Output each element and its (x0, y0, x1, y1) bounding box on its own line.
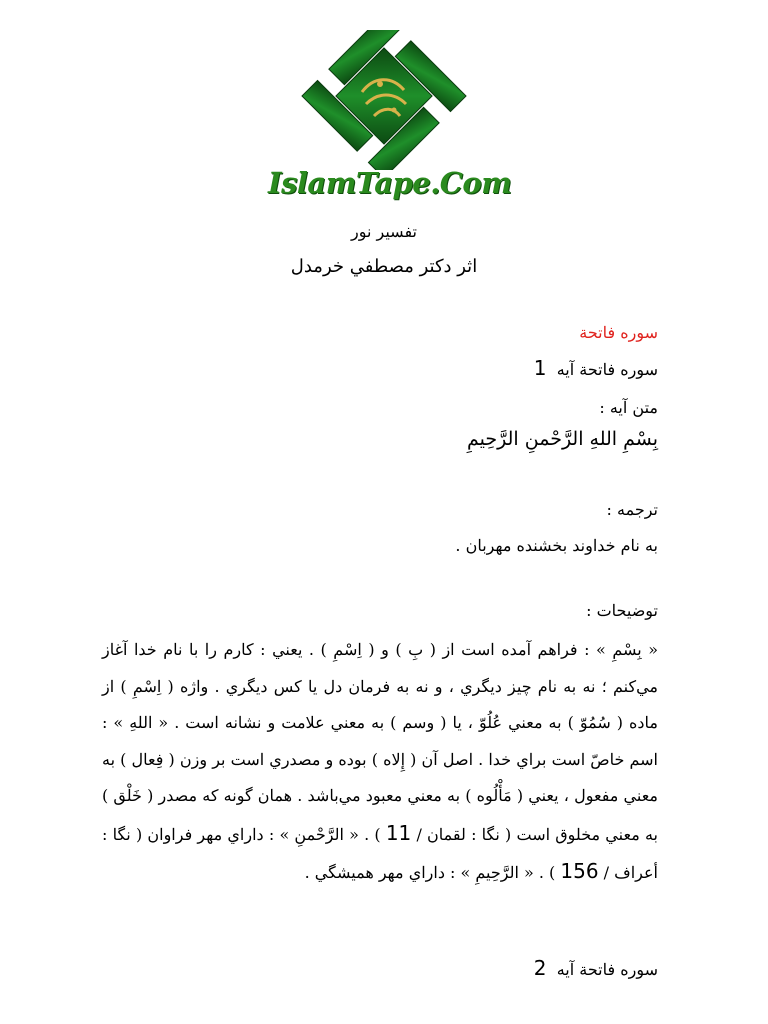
verse-2-heading (108, 956, 658, 980)
notes-number: 156 (560, 859, 599, 883)
islamtape-logo (268, 30, 512, 202)
verse-1-heading (108, 356, 658, 380)
verse-label: سوره فاتحة آيه (556, 960, 658, 979)
verse-arabic-text: بِسْمِ اللهِ الرَّحْمنِ الرَّحِيمِ (467, 428, 658, 450)
notes-number: 11 (385, 820, 412, 845)
verse-text-label: متن آيه : (599, 398, 658, 417)
verse-number: 1 (533, 356, 547, 380)
author-line: اثر دكتر مصطفي خرمدل (290, 256, 478, 277)
book-title: تفسير نور (350, 222, 417, 241)
translation-label: ترجمه : (606, 500, 658, 519)
logo-emblem (268, 30, 500, 170)
notes-segment: « بِسْمِ » : فراهم آمده است از ( بِ ) و ( اِسْمِ ) . يعني : كارم را با نام خدا آغاز مي‌كنم ؛ نه به نام چيز ديگري ، و نه به فرمان دل يا كس ديگري . واژه ( اِسْمِ ) از ماده ( سُمُوّ ) به معني عُلُوّ ، يا ( وسم ) به معني علامت و نشانه است . « اللهِ » : اسم خاصّ است براي خدا . اصل آن ( إِلاه ) بوده و مصدري است بر وزن ( فِعال ) به معني مفعول ، يعني ( مَأْلُوه ) به معني معبود مي‌باشد . همان گونه كه مصدر ( خَلْق ) به معني مخلوق است ( نگا : لقمان / (102, 640, 658, 844)
notes-segment: ) . « الرَّحْمنِ » : داراي مهر فراوان ( نگا : أعراف / (102, 824, 658, 882)
surah-heading: سوره فاتحة (579, 323, 658, 342)
verse-number: 2 (533, 956, 547, 980)
notes-segment: ) . « الرَّحِيمِ » : داراي مهر هميشگي . (304, 863, 561, 882)
verse-label: سوره فاتحة آيه (556, 360, 658, 379)
notes-label: توضيحات : (586, 601, 658, 620)
notes-paragraph (102, 632, 658, 892)
translation-text: به نام خداوند بخشنده مهربان . (455, 536, 658, 555)
logo-site-name: IslamTape.Com (268, 166, 512, 200)
